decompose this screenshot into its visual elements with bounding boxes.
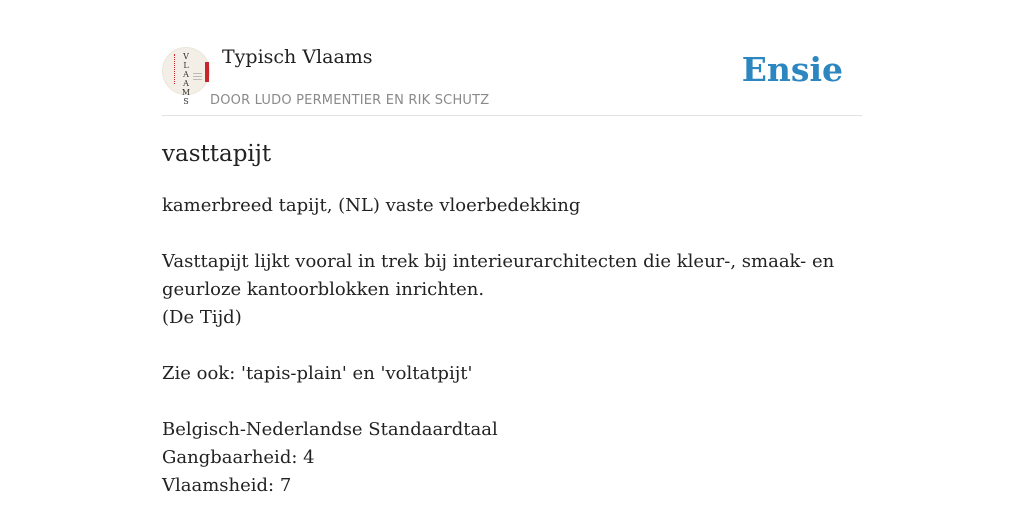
entry-definition: kamerbreed tapijt, (NL) vaste vloerbedekking [162, 195, 581, 216]
entry-example-line: geurloze kantoorblokken inrichten. [162, 279, 485, 300]
dictionary-title[interactable]: Typisch Vlaams [222, 46, 373, 68]
blank-line [162, 220, 862, 248]
entry-body [162, 192, 862, 500]
entry-content [162, 138, 862, 500]
logo-red-bar [205, 62, 209, 82]
entry-source: (De Tijd) [162, 307, 242, 328]
blank-line [162, 332, 862, 360]
logo-text-lines [193, 73, 202, 81]
entry-see-also: Zie ook: 'tapis-plain' en 'voltatpijt' [162, 363, 473, 384]
ensie-brand-link[interactable]: Ensie [741, 50, 843, 89]
entry-gangbaarheid: Gangbaarheid: 4 [162, 447, 315, 468]
site-header [162, 0, 862, 116]
logo-letters: V L A A M S [181, 52, 191, 106]
blank-line [162, 388, 862, 416]
dictionary-logo[interactable] [162, 47, 210, 106]
dictionary-authors: DOOR LUDO PERMENTIER EN RIK SCHUTZ [210, 93, 490, 108]
logo-red-dots [174, 54, 177, 84]
entry-vlaamsheid: Vlaamsheid: 7 [162, 475, 292, 496]
entry-example-line: Vasttapijt lijkt vooral in trek bij interieurarchitecten die kleur-, smaak- en [162, 251, 835, 272]
entry-term: vasttapijt [162, 141, 272, 167]
entry-register: Belgisch-Nederlandse Standaardtaal [162, 419, 498, 440]
